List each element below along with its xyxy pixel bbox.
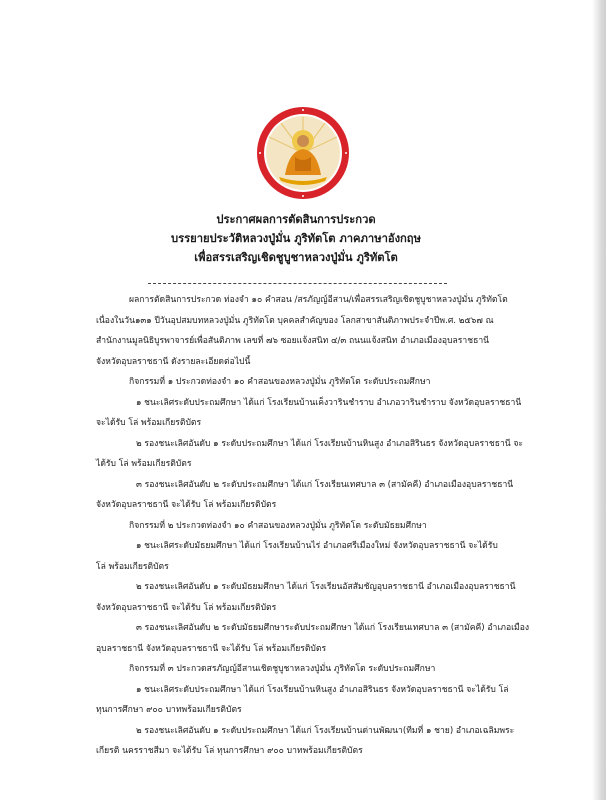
- title-line-2: บรรยายประวัติหลวงปู่มั่น ภูริทัตโต ภาคภาษาอังกฤษ: [171, 232, 421, 245]
- activity-1-entry-1-cont: จะได้รับ โล่ พร้อมเกียรติบัตร: [96, 418, 202, 428]
- announcement-body: [96, 290, 566, 762]
- activity-2-entry-3: ๓ รองชนะเลิศอันดับ ๒ ระดับมัธยมศึกษาระดับประถมศึกษา ได้แก่ โรงเรียนเทศบาล ๓ (สามัคคี) อำเภอเมือง: [136, 623, 530, 633]
- activity-2-heading: กิจกรรมที่ ๒ ประกวดท่องจำ ๑๐ คำสอนของหลวงปู่มั่น ภูริทัตโต ระดับมัธยมศึกษา: [129, 520, 427, 531]
- activity-2-entry-1: ๑ ชนะเลิศระดับมัธยมศึกษา ได้แก่ โรงเรียนบ้านไร่ อำเภอศรีเมืองใหม่ จังหวัดอุบลราชธานี จะได้รับ: [136, 541, 498, 551]
- title-line-3: เพื่อสรรเสริญเชิดชูบูชาหลวงปู่มั่น ภูริทัตโต: [194, 251, 398, 264]
- activity-3-entry-2: ๒ รองชนะเลิศอันดับ ๑ ระดับประถมศึกษา ได้แก่ โรงเรียนบ้านด่านพัฒนา(ทีมที่ ๑ ชาย) อำเภอเฉลิมพระ: [136, 725, 515, 736]
- intro-line: เนื่องในวัน๑๓๑ ปีวันอุปสมบทหลวงปู่มั่น ภูริทัตโต บุคคลสำคัญของ โลกสาขาสันติภาพประจำปีพ.ศ. ๒๕๖๗ ณ: [96, 315, 494, 326]
- activity-2-entry-1-cont: โล่ พร้อมเกียรติบัตร: [96, 561, 169, 572]
- activity-2-entry-2: ๒ รองชนะเลิศอันดับ ๑ ระดับมัธยมศึกษา ได้แก่ โรงเรียนอัสสัมชัญอุบลราชธานี อำเภอเมืองอุบลราชธานี: [136, 582, 516, 592]
- activity-3-entry-1: ๑ ชนะเลิศระดับประถมศึกษา ได้แก่ โรงเรียนบ้านหินสูง อำเภอสิรินธร จังหวัดอุบลราชธานี จะได้รับ โล่: [136, 684, 509, 695]
- activity-1-entry-2: ๒ รองชนะเลิศอันดับ ๑ ระดับประถมศึกษา ได้แก่ โรงเรียนบ้านหินสูง อำเภอสิรินธร จังหวัดอุบลราชธานี จะ: [136, 438, 524, 449]
- activity-1-entry-2-cont: ได้รับ โล่ พร้อมเกียรติบัตร: [96, 459, 192, 469]
- activity-2-entry-2-cont: จังหวัดอุบลราชธานี จะได้รับ โล่ พร้อมเกียรติบัตร: [96, 602, 277, 613]
- activity-3-entry-1-cont: ทุนการศึกษา ๙๐๐ บาทพร้อมเกียรติบัตร: [96, 705, 242, 715]
- title-divider: [148, 283, 447, 284]
- activity-3-heading: กิจกรรมที่ ๓ ประกวดสรภัญญ์อีสานเชิดชูบูชาหลวงปู่มั่น ภูริทัตโต ระดับประถมศึกษา: [129, 664, 436, 674]
- activity-1-entry-1: ๑ ชนะเลิศระดับประถมศึกษา ได้แก่ โรงเรียนบ้านเค็งวารินชำราบ อำเภอวารินชำราบ จังหวัดอุบลราชธานี: [136, 397, 522, 408]
- intro-line: สำนักงานมูลนิธิบูรพาจารย์เพื่อสันติภาพ เลขที่ ๗๖ ซอยแจ้งสนิท ๔/๓ ถนนแจ้งสนิท อำเภอเมืองอุบลราชธานี: [96, 336, 490, 346]
- announcement-title: [0, 210, 592, 267]
- activity-3-entry-2-cont: เกียรติ นครราชสีมา จะได้รับ โล่ ทุนการศึกษา ๙๐๐ บาทพร้อมเกียรติบัตร: [96, 746, 363, 756]
- intro-line: จังหวัดอุบลราชธานี ดังรายละเอียดต่อไปนี้: [96, 356, 251, 367]
- activity-2-entry-3-cont: อุบลราชธานี จังหวัดอุบลราชธานี จะได้รับ โล่ พร้อมเกียรติบัตร: [96, 643, 327, 654]
- activity-1-entry-3-cont: จังหวัดอุบลราชธานี จะได้รับ โล่ พร้อมเกียรติบัตร: [96, 500, 277, 510]
- page-edge-shadow: [592, 0, 606, 800]
- activity-1-entry-3: ๓ รองชนะเลิศอันดับ ๒ ระดับประถมศึกษา ได้แก่ โรงเรียนเทศบาล ๓ (สามัคคี) อำเภอเมืองอุบลราชธานี: [136, 479, 514, 490]
- intro-line: ผลการตัดสินการประกวด ท่องจำ ๑๐ คำสอน /สรภัญญ์อีสาน/เพื่อสรรเสริญเชิดชูบูชาหลวงปู่มั่น ภูริทัตโต: [129, 295, 508, 305]
- foundation-seal-logo: [255, 105, 351, 201]
- title-line-1: ประกาศผลการตัดสินการประกวด: [216, 213, 376, 226]
- activity-1-heading: กิจกรรมที่ ๑ ประกวดท่องจำ ๑๐ คำสอนของหลวงปู่มั่น ภูริทัตโต ระดับประถมศึกษา: [129, 377, 431, 387]
